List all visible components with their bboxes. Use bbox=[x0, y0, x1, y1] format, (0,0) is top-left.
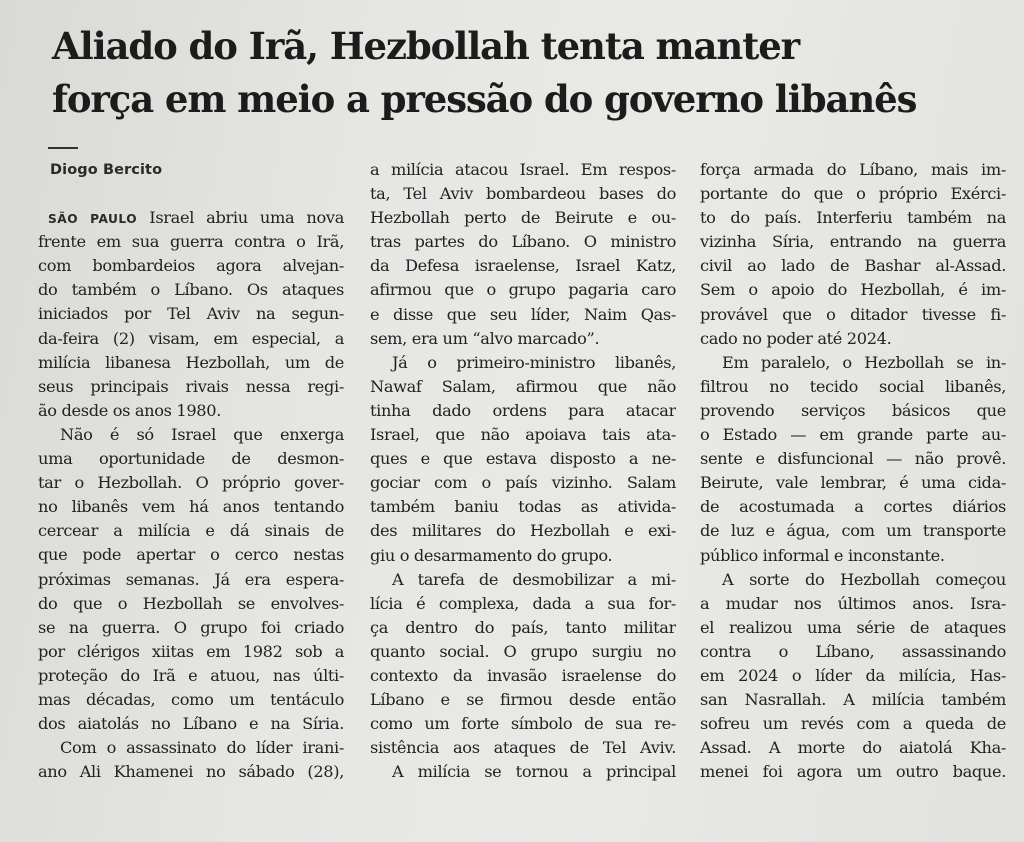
text-line: quanto social. O grupo surgiu no bbox=[370, 641, 676, 661]
text-line: tras partes do Líbano. O ministro bbox=[370, 232, 676, 252]
text-line: Sem o apoio do Hezbollah, é im- bbox=[700, 280, 1006, 300]
text-line: como um forte símbolo de sua re- bbox=[370, 714, 676, 734]
text-line: da Defesa israelense, Israel Katz, bbox=[370, 256, 676, 276]
text-line: próximas semanas. Já era espera- bbox=[38, 569, 344, 589]
text-line: tar o Hezbollah. O próprio gover- bbox=[38, 473, 344, 493]
text-line: ta, Tel Aviv bombardeou bases do bbox=[370, 184, 676, 204]
text-line: des militares do Hezbollah e exi- bbox=[370, 521, 676, 541]
text-line: do que o Hezbollah se envolves- bbox=[38, 593, 344, 613]
headline-line: força em meio a pressão do governo libanês bbox=[52, 77, 917, 121]
text-line: civil ao lado de Bashar al-Assad. bbox=[700, 256, 1006, 276]
text-line: Com o assassinato do líder irani- bbox=[60, 738, 344, 758]
text-line: uma oportunidade de desmon- bbox=[38, 449, 344, 469]
text-line: ão desde os anos 1980. bbox=[38, 400, 221, 420]
headline bbox=[52, 20, 1012, 126]
text-line: Líbano e se firmou desde então bbox=[370, 690, 676, 710]
text-line: menei foi agora um outro baque. bbox=[700, 762, 1006, 782]
text-line: giu o desarmamento do grupo. bbox=[370, 545, 613, 565]
text-line: força armada do Líbano, mais im- bbox=[700, 160, 1006, 179]
text-line: com bombardeios agora alvejan- bbox=[38, 256, 344, 276]
headline-line: Aliado do Irã, Hezbollah tenta manter bbox=[52, 24, 800, 68]
text-line: da-feira (2) visam, em especial, a bbox=[38, 328, 344, 348]
byline-rule bbox=[48, 147, 78, 149]
text-line: portante do que o próprio Exérci- bbox=[700, 184, 1006, 204]
text-line: Nawaf Salam, afirmou que não bbox=[370, 376, 676, 396]
text-line: filtrou no tecido social libanês, bbox=[700, 376, 1006, 396]
text-line: por clérigos xiitas em 1982 sob a bbox=[38, 641, 344, 661]
text-line: Não é só Israel que enxerga bbox=[60, 424, 344, 444]
dateline: SÃO PAULO bbox=[48, 212, 138, 227]
text-line: tinha dado ordens para atacar bbox=[370, 400, 676, 420]
text-line: provendo serviços básicos que bbox=[700, 400, 1006, 420]
text-line: de acostumada a cortes diários bbox=[700, 497, 1006, 517]
text-line: Já o primeiro-ministro libanês, bbox=[392, 352, 676, 372]
byline: Diogo Bercito bbox=[50, 162, 163, 178]
text-line: cado no poder até 2024. bbox=[700, 328, 892, 348]
text-line: a mudar nos últimos anos. Isra- bbox=[700, 593, 1006, 613]
text-line: Beirute, vale lembrar, é uma cida- bbox=[700, 473, 1006, 493]
text-line: cercear a milícia e dá sinais de bbox=[38, 521, 344, 541]
text-line: milícia libanesa Hezbollah, um de bbox=[38, 352, 344, 372]
text-line: afirmou que o grupo pagaria caro bbox=[370, 280, 676, 300]
text-line: proteção do Irã e atuou, nas últi- bbox=[38, 665, 344, 685]
text-line: sofreu um revés com a queda de bbox=[700, 714, 1006, 734]
text-line: em 2024 o líder da milícia, Has- bbox=[700, 665, 1006, 685]
text-line: to do país. Interferiu também na bbox=[700, 208, 1006, 228]
text-line: mas décadas, como um tentáculo bbox=[38, 689, 344, 709]
text-line-content: Israel abriu uma nova bbox=[149, 208, 344, 228]
text-line: o Estado — em grande parte au- bbox=[700, 425, 1006, 445]
text-line: público informal e inconstante. bbox=[700, 545, 945, 565]
text-line: se na guerra. O grupo foi criado bbox=[38, 617, 344, 637]
article-column-1 bbox=[38, 158, 344, 784]
text-line: de luz e água, com um transporte bbox=[700, 521, 1006, 541]
text-line bbox=[38, 206, 344, 230]
text-line: A sorte do Hezbollah começou bbox=[722, 569, 1006, 589]
text-line: sente e disfuncional — não provê. bbox=[700, 449, 1006, 469]
text-line: contexto da invasão israelense do bbox=[370, 665, 676, 685]
text-line: Israel, que não apoiava tais ata- bbox=[370, 425, 676, 445]
text-line: dos aiatolás no Líbano e na Síria. bbox=[38, 714, 344, 734]
text-line: el realizou uma série de ataques bbox=[700, 617, 1006, 637]
text-line: Em paralelo, o Hezbollah se in- bbox=[722, 352, 1006, 372]
text-line: san Nasrallah. A milícia também bbox=[700, 690, 1006, 710]
text-line: sem, era um “alvo marcado”. bbox=[370, 328, 600, 348]
text-line: gociar com o país vizinho. Salam bbox=[370, 473, 676, 493]
text-line: Assad. A morte do aiatolá Kha- bbox=[700, 738, 1006, 758]
text-line: frente em sua guerra contra o Irã, bbox=[38, 232, 344, 252]
text-line: contra o Líbano, assassinando bbox=[700, 641, 1006, 661]
text-line: ano Ali Khamenei no sábado (28), bbox=[38, 762, 344, 782]
text-line: que pode apertar o cerco nestas bbox=[38, 545, 344, 565]
text-line: Hezbollah perto de Beirute e ou- bbox=[370, 208, 676, 228]
text-line: lícia é complexa, dada a sua for- bbox=[370, 593, 676, 613]
text-line: do também o Líbano. Os ataques bbox=[38, 280, 344, 300]
text-line: A milícia se tornou a principal bbox=[392, 762, 676, 782]
text-line: vizinha Síria, entrando na guerra bbox=[700, 232, 1006, 252]
text-line: ça dentro do país, tanto militar bbox=[370, 617, 676, 637]
text-line: sistência aos ataques de Tel Aviv. bbox=[370, 738, 676, 758]
text-line: a milícia atacou Israel. Em respos- bbox=[370, 160, 676, 179]
article-column-3 bbox=[700, 158, 1006, 784]
article-column-2 bbox=[370, 158, 676, 784]
text-line: seus principais rivais nessa regi- bbox=[38, 376, 344, 396]
text-line: provável que o ditador tivesse fi- bbox=[700, 304, 1006, 324]
text-line: A tarefa de desmobilizar a mi- bbox=[392, 569, 676, 589]
text-line: ques e que estava disposto a ne- bbox=[370, 449, 676, 469]
text-line: no libanês vem há anos tentando bbox=[38, 497, 344, 517]
text-line: iniciados por Tel Aviv na segun- bbox=[38, 304, 344, 324]
text-line: e disse que seu líder, Naim Qas- bbox=[370, 304, 676, 324]
text-line: também baniu todas as ativida- bbox=[370, 497, 676, 517]
